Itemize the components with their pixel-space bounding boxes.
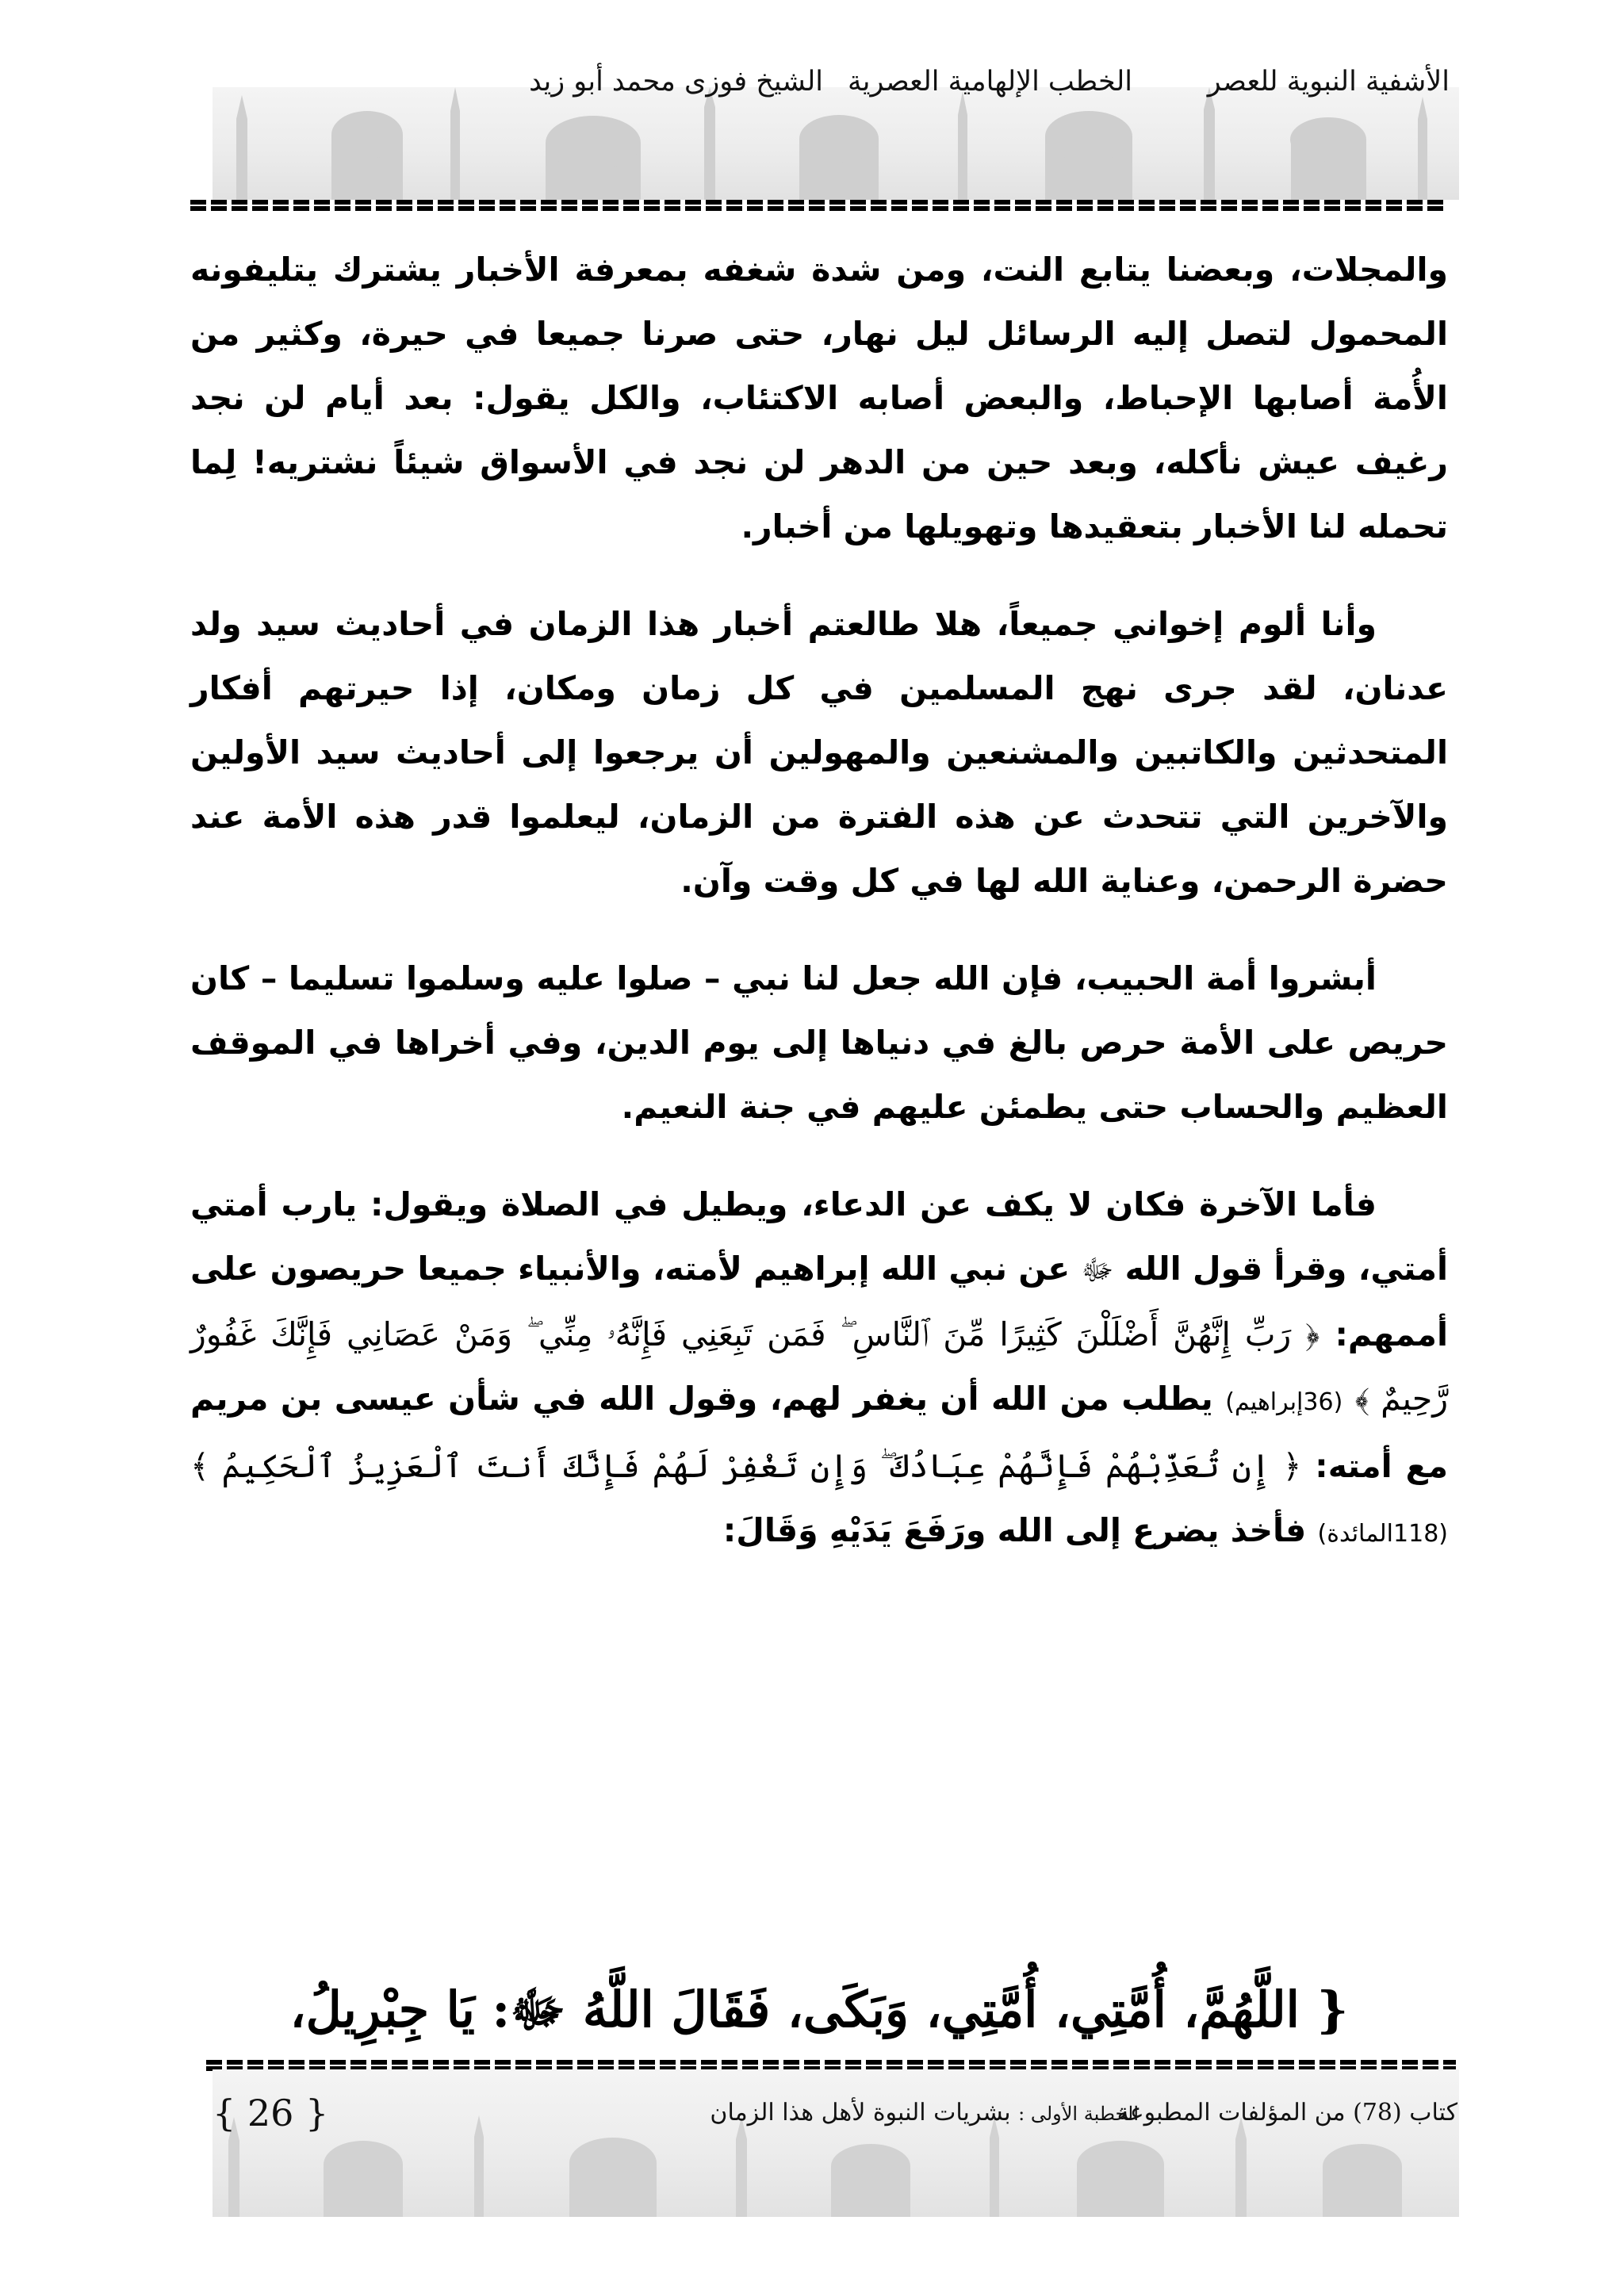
- footer-sermon-name: بشريات النبوة لأهل هذا الزمان: [710, 2099, 1011, 2126]
- footer-sermon-title: [710, 2091, 1139, 2135]
- header-series-title: الخطب الإلهامية العصرية: [848, 66, 1132, 98]
- footer-book-reference: كتاب (78) من المؤلفات المطبوعة: [1116, 2099, 1457, 2126]
- paragraph-text: يطلب من الله أن يغفر لهم، وقول الله في شأن عيسى بن مريم مع أمته:: [190, 1380, 1448, 1485]
- paragraph: أبشروا أمة الحبيب، فإن الله جعل لنا نبي – صلوا عليه وسلموا تسليما – كان حريص على الأمة حرص بالغ في دنياها إلى يوم الدين، وفي أخراها في الموقف العظيم والحساب حتى يطمئن عليهم في جنة النعيم.: [190, 959, 1448, 1126]
- paragraph: وأنا ألوم إخواني جميعاً، هلا طالعتم أخبار هذا الزمان في أحاديث سيد ولد عدنان، لقد جرى نهج المسلمين في كل زمان ومكان، إذا حيرتهم أفكار المتحدثين والكاتبين والمشنعين والمهولين أن يرجعوا إلى أحاديث سيد الأولين والآخرين التي تتحدث عن هذه الفترة من الزمان، ليعلموا قدر هذه الأمة عند حضرة الرحمن، وعناية الله لها في كل وقت وآن.: [190, 605, 1448, 900]
- header-book-title: الأشفية النبوية للعصر: [1207, 66, 1450, 98]
- salutation-glyph: ﷻ: [1081, 1254, 1114, 1287]
- header-band: [213, 87, 1459, 200]
- paragraph-text: فأخذ يضرع إلى الله ورَفَعَ يَدَيْهِ وَقَالَ:: [722, 1511, 1307, 1549]
- sermon-body: [190, 238, 1448, 1566]
- verse-reference: (118المائدة): [1317, 1520, 1448, 1548]
- header-author: الشيخ فوزى محمد أبو زيد: [529, 66, 823, 98]
- quran-verse: ﴿ إِن تُعَذِّبْهُمْ فَإِنَّهُمْ عِبَادُكَ ۖ وَإِن تَغْفِرْ لَهُمْ فَإِنَّكَ أَنتَ ٱلْعَزِيزُ ٱلْحَكِيمُ ﴾: [190, 1447, 1302, 1485]
- verse-reference: (36إبراهيم): [1225, 1388, 1343, 1416]
- page-number: { 26 }: [213, 2092, 329, 2134]
- paragraph-text: عن نبي الله إبراهيم لأمته، والأنبياء جميعا حريصون على أممهم:: [190, 1250, 1448, 1353]
- header-divider: [190, 200, 1445, 205]
- paragraph: والمجلات، وبعضنا يتابع النت، ومن شدة شغفه بمعرفة الأخبار يشترك يتليفونه المحمول لتصل إليه الرسائل ليل نهار، حتى صرنا جميعا في حيرة، وكثير من الأُمة أصابها الإحباط، والبعض أصابه الاكتئاب، والكل يقول: بعد أيام لن نجد رغيف عيش نأكله، وبعد حين من الدهر لن نجد في الأسواق شيئاً نشتريه! لِما تحمله لنا الأخبار بتعقيدها وتهويلها من أخبار.: [190, 251, 1448, 545]
- mosque-skyline-decoration: [213, 87, 1459, 200]
- paragraph: [190, 1173, 1448, 1566]
- quran-verse: ﴿ رَبِّ إِنَّهُنَّ أَضْلَلْنَ كَثِيرًا مِّنَ ٱلنَّاسِ ۖ فَمَن تَبِعَنِي فَإِنَّهُۥ مِنِّي ۖ وَمَنْ عَصَانِي فَإِنَّكَ غَفُورٌ رَّحِيمٌ ﴾: [190, 1315, 1448, 1418]
- footer-divider: [206, 2060, 1456, 2065]
- hadith-quote: { اللَّهُمَّ، أُمَّتِي، أُمَّتِي، وَبَكَى، فَقَالَ اللَّهُ ﷻ: يَا جِبْرِيلُ،: [289, 1981, 1349, 2038]
- paragraph-text: فأما الآخرة فكان لا يكف عن الدعاء، ويطيل في الصلاة ويقول: يارب أمتي أمتي، وقرأ قول الله: [190, 1185, 1449, 1288]
- footer-sermon-label: الخطبة الأولى :: [1018, 2103, 1139, 2125]
